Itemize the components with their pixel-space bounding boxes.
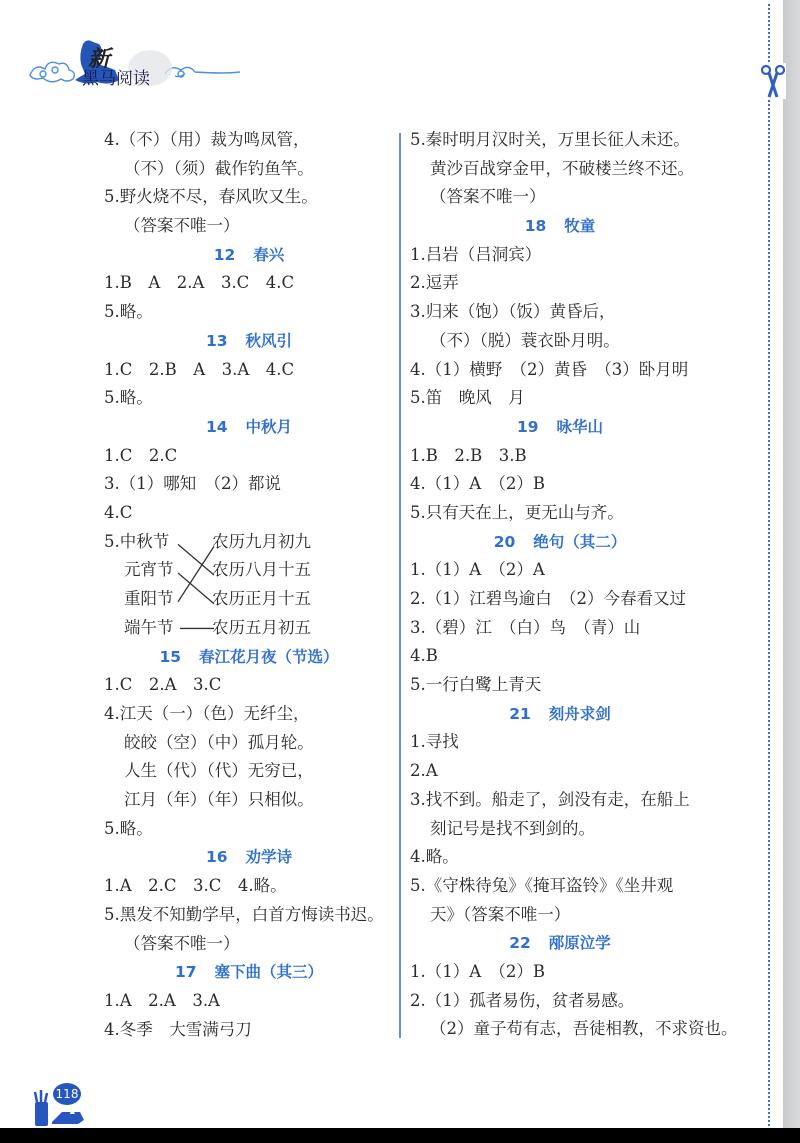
answer-line: 5.略。 xyxy=(104,302,153,322)
festival-label xyxy=(124,585,174,614)
festival-label xyxy=(124,614,174,643)
answer-line: 江月（年）（年）只相似。 xyxy=(124,790,314,810)
answer-line: 5.《守株待兔》《掩耳盗铃》《坐井观 xyxy=(410,875,674,895)
answer-line: 1.A 2.C 3.C 4.略。 xyxy=(104,876,287,896)
answer-line: 2.A xyxy=(410,761,438,781)
section-number: 15 xyxy=(159,647,182,666)
answer-line: 4.冬季 大雪满弓刀 xyxy=(104,1019,252,1039)
section-title: 咏华山 xyxy=(556,417,604,436)
logo-title: 黑马阅读 xyxy=(82,69,150,89)
section-number: 17 xyxy=(174,963,197,982)
section-title: 塞下曲（其三） xyxy=(214,963,324,982)
answer-line: （答案不唯一） xyxy=(124,933,240,953)
answer-line: 4.（不）（用）裁为鸣凤管， xyxy=(104,130,310,149)
festival-label xyxy=(124,556,174,585)
bottom-bar xyxy=(0,1128,800,1143)
answer-line: 3.（碧）江 （白）鸟 （青）山 xyxy=(410,617,641,637)
page-number: 118 xyxy=(53,1083,81,1105)
scissors-icon xyxy=(760,63,786,99)
section-heading xyxy=(410,413,710,442)
answer-line: 人生（代）（代）无穷已， xyxy=(124,761,314,781)
section-heading xyxy=(410,929,710,958)
answer-line: 4.江天（一）（色）无纤尘， xyxy=(104,704,310,723)
answer-line: 天》（答案不唯一） xyxy=(430,904,571,924)
answer-line: （2）童子苟有志，吾徒相教，不求资也。 xyxy=(430,1019,738,1039)
answer-line: 4.（1）横野 （2）黄昏 （3）卧月明 xyxy=(410,359,689,379)
answer-line: 1.C 2.C xyxy=(104,445,178,465)
answer-line: 1.寻找 xyxy=(410,732,459,752)
section-heading xyxy=(104,958,394,987)
cut-line xyxy=(768,4,770,1126)
answer-line: （不）（脱）蓑衣卧月明。 xyxy=(430,330,620,350)
section-title: 秋风引 xyxy=(245,331,293,350)
answer-line: 5.秦时明月汉时关，万里长征人未还。 xyxy=(410,130,690,149)
logo-prefix: 新 xyxy=(88,46,111,72)
festival-label xyxy=(104,528,169,557)
left-column xyxy=(104,126,394,1044)
answer-line: 5.略。 xyxy=(104,818,153,838)
answer-line: 5.略。 xyxy=(104,388,153,408)
section-heading xyxy=(410,212,710,241)
section-heading xyxy=(410,700,710,729)
answer-line: 2.逗弄 xyxy=(410,273,459,293)
answer-line: 5.野火烧不尽，春风吹又生。 xyxy=(104,187,318,207)
section-heading xyxy=(104,241,394,270)
answer-line: 3.归来（饱）（饭）黄昏后， xyxy=(410,302,616,322)
festival-name: 重阳节 xyxy=(124,589,174,609)
section-number: 19 xyxy=(516,417,539,436)
answer-line: 1.C 2.A 3.C xyxy=(104,675,222,695)
answer-line: 1.（1）A （2）A xyxy=(410,560,545,580)
section-number: 16 xyxy=(205,848,228,867)
column-divider xyxy=(399,133,401,1038)
answer-line: 1.B A 2.A 3.C 4.C xyxy=(104,273,295,293)
festival-name: 中秋节 xyxy=(119,531,170,551)
answer-line: 1.C 2.B A 3.A 4.C xyxy=(104,359,295,379)
section-heading xyxy=(410,528,710,557)
lunar-date-label: 农历正月十五 xyxy=(212,589,311,609)
section-number: 13 xyxy=(205,331,228,350)
answer-line: 5.只有天在上，更无山与齐。 xyxy=(410,502,624,522)
answer-line: 1.（1）A （2）B xyxy=(410,961,546,981)
section-title: 春兴 xyxy=(253,245,285,264)
festival-matching xyxy=(104,528,394,643)
festival-name: 端午节 xyxy=(124,617,174,637)
answer-line: 3.（1）哪知 （2）都说 xyxy=(104,474,281,494)
section-number: 22 xyxy=(509,934,531,953)
section-number: 20 xyxy=(493,532,516,551)
section-heading xyxy=(104,843,394,872)
answer-line: 2.（1）孤者易伤，贫者易感。 xyxy=(410,990,635,1010)
answer-line: 1.A 2.A 3.A xyxy=(104,990,220,1010)
answer-line: 黄沙百战穿金甲，不破楼兰终不还。 xyxy=(430,158,694,178)
answer-line: 4.略。 xyxy=(410,847,459,867)
section-title: 刻舟求剑 xyxy=(548,704,611,723)
answer-line: 1.B 2.B 3.B xyxy=(410,445,527,465)
answer-line: 2.（1）江碧鸟逾白 （2）今春看又过 xyxy=(410,589,686,608)
answer-line: 4.C xyxy=(104,502,133,522)
section-heading xyxy=(104,643,394,672)
section-title: 劝学诗 xyxy=(245,848,293,867)
lunar-date-label: 农历九月初九 xyxy=(212,531,311,551)
answer-line: 3.找不到。船走了，剑没有走，在船上 xyxy=(410,789,690,809)
section-number: 14 xyxy=(205,417,228,436)
section-title: 邴原泣学 xyxy=(548,934,611,953)
answer-line: 5.笛 晚风 月 xyxy=(410,388,525,408)
section-number: 18 xyxy=(524,217,547,236)
answer-line: （答案不唯一） xyxy=(430,187,546,207)
section-title: 中秋月 xyxy=(245,417,293,436)
section-heading xyxy=(104,413,394,442)
page-edge-shadow xyxy=(783,0,800,1128)
lunar-date-label: 农历五月初五 xyxy=(212,617,311,637)
answer-line: 4.B xyxy=(410,646,438,666)
section-title: 绝句（其二） xyxy=(533,532,627,551)
answer-line: 5.黑发不知勤学早，白首方悔读书迟。 xyxy=(104,904,384,924)
answer-line: （答案不唯一） xyxy=(124,216,240,236)
section-number: 21 xyxy=(509,704,531,723)
answer-line: （不）（须）截作钓鱼竿。 xyxy=(124,158,314,178)
answer-line: 皎皎（空）（中）孤月轮。 xyxy=(124,732,314,752)
section-title: 牧童 xyxy=(564,217,596,236)
answer-line: 4.（1）A （2）B xyxy=(410,474,546,494)
section-number: 12 xyxy=(213,245,236,264)
lunar-date-label: 农历八月十五 xyxy=(212,560,311,580)
festival-name: 元宵节 xyxy=(124,560,174,580)
answer-line: 1.吕岩（吕洞宾） xyxy=(410,244,542,264)
right-column xyxy=(410,126,738,1044)
section-heading xyxy=(104,327,394,356)
answer-line: 5.一行白鹭上青天 xyxy=(410,675,542,695)
answer-line: 刻记号是找不到剑的。 xyxy=(430,818,595,838)
question-number: 5. xyxy=(104,531,120,551)
section-title: 春江花月夜（节选） xyxy=(199,647,339,666)
